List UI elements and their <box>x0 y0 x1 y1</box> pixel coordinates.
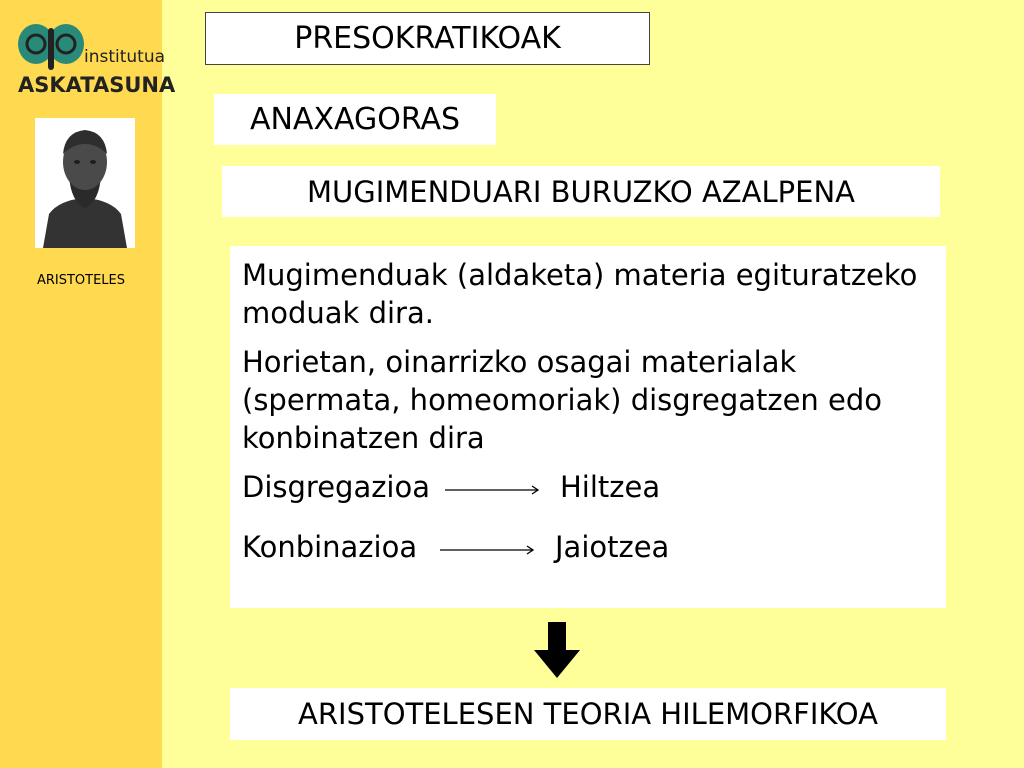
conclusion-heading: ARISTOTELESEN TEORIA HILEMORFIKOA <box>230 688 946 740</box>
logo-text-institutua: institutua <box>84 47 166 67</box>
disgregation-row <box>242 468 936 506</box>
topic-heading: MUGIMENDUARI BURUZKO AZALPENA <box>222 166 940 217</box>
butterfly-icon <box>18 24 84 70</box>
explanation-box <box>230 246 946 608</box>
combination-row <box>242 528 936 566</box>
death-label: Hiltzea <box>560 470 661 504</box>
paragraph-movements: Mugimenduak (aldaketa) materia egituratzeko moduak dira. <box>242 258 918 330</box>
askatasuna-logo <box>14 20 176 98</box>
down-arrow-icon <box>534 622 580 678</box>
birth-label: Jaiotzea <box>555 530 670 564</box>
disgregation-label: Disgregazioa <box>242 470 431 504</box>
slide-title: PRESOKRATIKOAK <box>205 12 650 65</box>
sidebar <box>0 0 176 768</box>
portrait-caption: ARISTOTELES <box>36 273 126 288</box>
logo-text-askatasuna: ASKATASUNA <box>18 73 176 97</box>
right-arrow-icon <box>440 528 540 566</box>
combination-label: Konbinazioa <box>242 530 418 564</box>
paragraph-components: Horietan, oinarrizko osagai materialak (spermata, homeomoriak) disgregatzen edo konbinatzen dira <box>242 345 883 455</box>
philosopher-name: ANAXAGORAS <box>214 94 496 145</box>
aristoteles-portrait <box>35 118 135 248</box>
right-arrow-icon <box>445 468 545 506</box>
bust-image <box>35 118 135 248</box>
